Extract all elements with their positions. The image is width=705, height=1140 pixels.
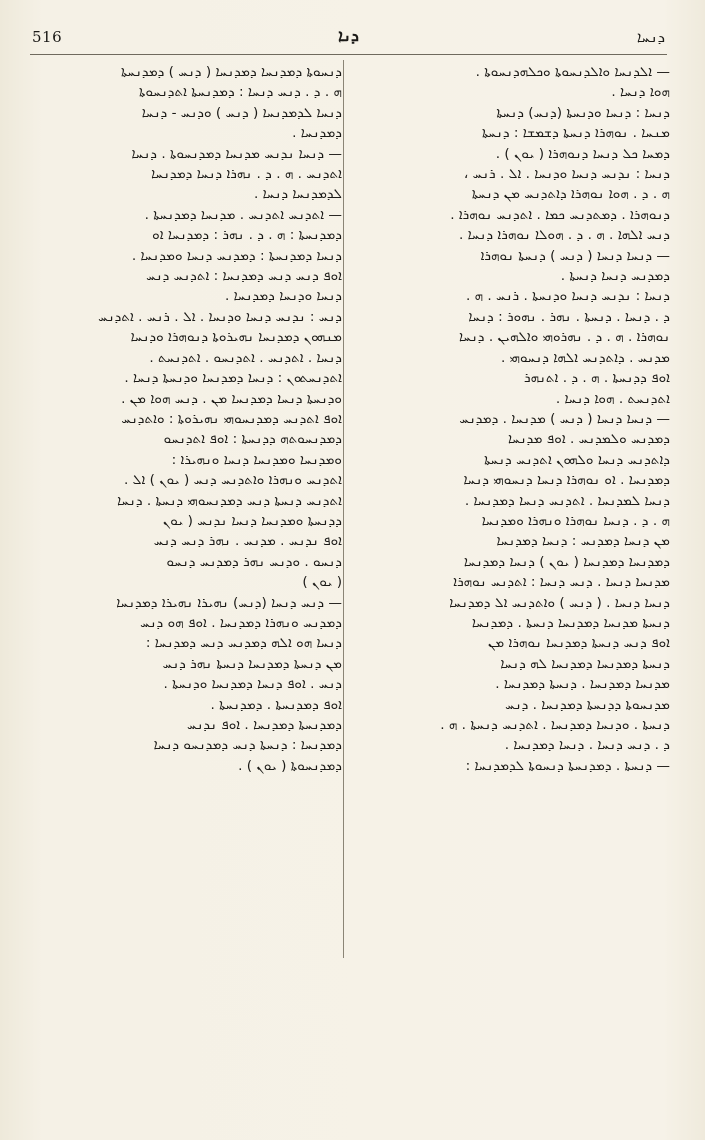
running-head: ܕܢܚܐ — [636, 28, 665, 46]
left-column-line: ܐܬܕܢܚ ܘܢܗܪܐ ܘܐܬܕܢܚ ܕܢܚ ( ܝܘܢ ) ܐܠ . — [123, 472, 342, 489]
left-column-line: ܕܢܚܐ ܕܡܕܢܚܬܐ : ܕܡܕܢܚ ܕܢܚܐ ܘܡܕܢܚܐ . — [131, 247, 342, 264]
left-column-line: ܐܬܕܢܚ ܕܢܚܬܐ ܕܢܚ ܕܡܕܢܚܘܗܝ ܕܢܚܬܐ . ܕܢܚܐ — [117, 492, 342, 509]
page-header — [32, 26, 665, 50]
right-column-line: ܐܬܕܢܚܬ . ܗܘܐ ܕܢܚܐ . — [555, 390, 670, 407]
right-column-line: ܡܕܢܚܐ ܕܢܚܐ . ܕܢܚ ܕܢܚܐ : ܐܬܕܢܚ ܢܘܗܪܐ — [453, 574, 670, 591]
left-column-line: ܕܡܕܢܚܐ . — [292, 125, 342, 142]
right-column-line: — ܕܢܚܬܐ . ܕܡܕܢܚܬܐ ܕܢܚܘܬܐ ܠܕܡܕܢܚܐ : — [465, 757, 670, 774]
right-column-line: ܗ . ܕ . ܗܘܐ ܢܘܗܪܐ ܕܐܬܕܢܚ ܡܢ ܕܢܚܬܐ — [471, 186, 670, 203]
left-column-line: ܗ . ܕ . ܕܢܚ ܕܢܚܐ : ܕܡܕܢܚܬܐ ܐܬܕܢܚܘܬܐ — [139, 84, 342, 101]
left-column-line: ܕܡܕܢܚ ܘܢܗܪܐ ܕܡܕܢܚܐ . ܐܘܦ ܗܘ ܕܢܚ — [140, 614, 342, 631]
column-divider — [343, 60, 344, 958]
right-column — [352, 62, 670, 962]
left-column-line: ܠܕܡܕܢܚܐ ܕܢܚܐ . — [254, 186, 342, 203]
left-column-line: ܐܘܦ ܕܢܚ ܕܢܚ ܕܡܕܢܚܐ : ܐܬܕܢܚ ܕܢܚ — [146, 268, 342, 285]
left-column-line: ܕܢܚ : ܢܕܢܚ ܕܢܚܐ ܘܕܢܚܐ . ܐܠ . ܪܢܚ . ܐܬܕܢܚ — [98, 308, 342, 325]
left-column-line: ܕܢܚܐ ܘܕܢܚܐ ܕܡܕܢܚܐ . — [225, 288, 342, 305]
right-column-line: ܕܢܚܬܐ ܕܡܕܢܚܐ ܕܡܕܢܚܐ ܠܗ ܕܢܚܐ — [500, 655, 670, 672]
right-column-line: ܕܡܕܢܚ ܕܢܚܐ ܕܢܚܬܐ . — [560, 268, 670, 285]
left-column — [24, 62, 342, 774]
left-column-line: ܕܢܚܐ . ܐܬܕܢܚ . ܐܬܕܢܚܘ . ܐܬܕܢܚܬ . — [149, 349, 342, 366]
right-column-line: ܡܢܚܐ . ܢܘܗܪܐ ܕܢܚܬܐ ܕܫܡܫܐ : ܕܢܚܬܐ — [481, 125, 670, 142]
page-number: 516 — [32, 28, 63, 46]
right-column-line: ܕܡܚܐ ܟܠ ܕܢܚܐ ܕܢܘܗܪܐ ( ܝܘܢ ) . — [495, 145, 670, 162]
right-column-line: ܕܡܕܢܚܐ . ܐܘ ܢܘܗܪܐ ܕܢܚܐ ܕܢܚܘܗܝ ܕܢܚܐ — [463, 472, 670, 489]
right-column-line: ܗܘܐ ܕܢܚܐ . — [611, 84, 670, 101]
right-column-line: — ܐܠܕܢܚܐ ܘܐܠܕܢܚܘܬܐ ܘܟܠܗܕܢܚܘܬܐ . — [475, 64, 670, 80]
left-column-line: ܕܢܚܘܬܐ ܕܡܕܢܚܐ ܕܡܕܢܚܐ ( ܕܢܚ ) ܕܡܕܢܚܬܐ — [121, 64, 342, 80]
left-column-line: ܕܢܚܐ ܠܕܡܕܢܚܐ ( ܕܢܚ ) ܘܕܢܚ - ܕܢܚܐ — [141, 104, 342, 121]
right-column-line: ܢܘܗܪܐ . ܗ . ܕ . ܢܗܪܘܗܝ ܘܐܠܗܝܢ . ܕܢܚܐ — [459, 329, 670, 346]
right-column-line: — ܕܢܚܐ ܕܢܚܐ ( ܕܢܚ ) ܡܕܢܚܐ . ܕܡܕܢܚ — [459, 410, 670, 427]
right-column-line: ܕܢܚܐ : ܢܕܢܚ ܕܢܚܐ ܘܕܢܚܬܐ . ܪܢܚ . ܗ . — [465, 288, 670, 305]
right-column-line: ܡܕܢܚܘܬܐ ܕܕܢܚܬܐ ܕܡܕܢܚܐ . ܕܢܚ — [505, 696, 670, 713]
right-column-line: ܕܢܚܬܐ . ܘܕܢܚܐ ܕܡܕܢܚܐ . ܐܬܕܢܚ ܕܢܚܬܐ . ܗ . — [440, 717, 670, 733]
right-column-line: ܐܘܦ ܕܕܢܚܬܐ . ܗ . ܕ . ܐܬܢܗܪ — [523, 370, 670, 387]
left-column-line: ܕܢܚܐ ܗܘ ܐܠܗ ܕܡܕܢܚ ܕܢܚ ܕܡܕܢܚܐ : — [145, 635, 342, 652]
left-column-line: ܕܡܕܢܚܐ : ܕܢܚܬܐ ܕܢܚ ܕܡܕܢܚܘ ܕܢܚܐ — [153, 737, 342, 754]
right-column-line: ܕܡܕܢܚ ܘܠܡܕܢܚ . ܐܘܦ ܡܕܢܚܐ — [507, 431, 670, 448]
right-column-line: ܡܕܢܚ . ܕܐܬܕܢܚ ܐܠܗܐ ܕܢܚܘܗܝ . — [500, 349, 670, 366]
left-column-line: ܕܢܚܘ . ܘܕܢܚ ܢܗܪ ܕܡܕܢܚ ܕܢܚܘ — [166, 553, 342, 570]
right-column-line: ܕܢܚܐ ܠܡܕܢܚܐ . ܐܬܕܢܚ ܕܢܚܐ ܕܡܕܢܚܐ . — [464, 492, 670, 509]
left-column-line: ܡܢܗܘܢ ܕܡܕܢܚܐ ܢܗܝܪܘܬܐ ܕܢܘܗܪܐ ܘܕܢܚܐ — [130, 329, 342, 346]
header-rule — [30, 54, 667, 55]
right-column-line: ܕܐܬܕܢܚ ܕܢܚܐ ܘܠܗܘܢ ܐܬܕܢܚ ܕܢܚܬܐ — [484, 451, 670, 468]
left-column-line: — ܕܢܚܐ ܢܕܢܚ ܡܕܢܚܐ ܕܡܕܢܚܘܬܐ . ܕܢܚܐ — [131, 145, 342, 162]
left-column-line: ܡܢ ܕܢܚܬܐ ܕܡܕܢܚܐ ܕܢܚܬܐ ܢܗܪ ܕܢܚ — [162, 655, 342, 672]
right-column-line: ܕ . ܕܢܚ ܕܢܚܐ . ܕܢܚܐ ܕܡܕܢܚܐ . — [504, 737, 670, 754]
left-column-line: — ܐܬܕܢܚ ܐܬܕܢܚ . ܡܕܢܚܐ ܕܡܕܢܚܬܐ . — [144, 206, 342, 223]
right-column-line: ܐܘܦ ܕܢܚ ܕܢܚܬܐ ܕܡܕܢܚܐ ܢܘܗܪܐ ܡܢ — [487, 635, 670, 652]
right-column-line: ܕܢܚܐ : ܕܢܚܐ ܘܕܢܚܬܐ (ܕܢܚ) ܕܢܚܬܐ — [496, 104, 670, 121]
left-column-line: ܘܡܕܢܚܐ ܘܡܕܢܚܐ ܕܢܚܐ ܘܢܗܝܪܐ : — [171, 451, 342, 468]
right-column-line: ܕܢܘܗܪܐ . ܕܡܬܕܢܚ ܟܡܐ . ܐܬܕܢܚ ܢܘܗܪܐ . — [450, 206, 670, 223]
right-column-line: ܕܢܚ ܐܠܗܐ . ܗ . ܕ . ܗܘܠܐ ܢܘܗܪܐ ܕܢܚܐ . — [458, 227, 670, 244]
right-column-line: ܕܢܚܐ : ܢܕܢܚ ܕܢܚܐ ܘܕܢܚܐ . ܐܠ . ܪܢܚ ، — [463, 166, 670, 183]
right-column-line: ܡܕܢܚܐ ܕܡܕܢܚܐ . ܕܢܚܬܐ ܕܡܕܢܚܐ . — [495, 676, 670, 693]
right-column-line: ܕܢܚܐ ܕܢܚܐ . ( ܕܢܚ ) ܘܐܬܕܢܚ ܐܠ ܕܡܕܢܚܐ — [449, 594, 670, 611]
left-column-line: ܐܬܕܢܚܬܘܢ : ܕܢܚܐ ܕܡܕܢܚܐ ܘܕܢܚܬܐ ܕܢܚܐ . — [124, 370, 342, 387]
left-column-line: ܕܕܢܚܬܐ ܘܡܕܢܚܐ ܕܢܚܐ ܢܕܢܚ ( ܝܘܢ — [162, 512, 342, 529]
left-column-line: ܕܢܚ . ܐܘܦ ܕܢܚܐ ܕܡܕܢܚܐ ܘܕܢܚܬܐ . — [163, 676, 342, 693]
left-column-line: — ܕܢܚ ܕܢܚܐ (ܕܢܚ) ܢܗܝܪܐ ܢܗܝܪܐ ܕܡܕܢܚܐ — [116, 594, 342, 611]
left-column-line: ܘܕܢܚܬܐ ܕܢܚܐ ܕܡܕܢܚܐ ܡܢ . ܕܢܚ ܗܘܐ ܡܢ . — [121, 390, 342, 407]
left-column-line: ( ܝܘܢ ) — [302, 574, 342, 591]
page-headword: ܕܢܐ — [338, 26, 359, 45]
right-column-line: ܗ . ܕ . ܕܢܚܐ ܢܘܗܪܐ ܘܢܗܪܐ ܘܡܕܢܚܐ — [481, 512, 670, 529]
left-column-line: ܐܘܦ ܢܕܢܚ . ܡܕܢܚ . ܢܗܪ ܕܢܚ ܕܢܚ — [153, 533, 342, 550]
left-column-line: ܐܘܦ ܕܡܕܢܚܬܐ . ܕܡܕܢܚܬܐ . — [210, 696, 342, 713]
left-column-line: ܕܡܕܢܚܘܬܐ ( ܝܘܢ ) . — [238, 757, 342, 774]
left-column-line: ܕܡܕܢܚܘܬܗ ܕܕܢܚܬܐ : ܐܘܦ ܐܬܕܢܚܘ — [163, 431, 342, 448]
right-column-line: ܕܢܚܬܐ ܡܕܢܚܐ ܕܡܕܢܚܐ ܕܢܚܬܐ . ܕܡܕܢܚܐ — [471, 614, 670, 631]
left-column-line: ܐܬܕܢܚ . ܗ . ܕ . ܢܗܪܐ ܕܢܚܐ ܕܡܕܢܚܐ — [151, 166, 342, 183]
right-column-line: ܕ . ܕܢܚܐ . ܕܢܚܬܐ . ܢܗܪ . ܢܗܘܪ : ܕܢܚܐ — [468, 308, 670, 325]
left-column-line: ܕܡܕܢܚܬܐ : ܗ . ܕ . ܢܗܪ : ܕܡܕܢܚܐ ܐܘ — [152, 227, 342, 244]
left-column-line: ܕܡܕܢܚܬܐ ܕܡܕܢܚܐ . ܐܘܦ ܢܕܢܚ — [186, 717, 342, 733]
right-column-line: ܕܡܕܢܚܐ ܕܡܕܢܚܐ ( ܝܘܢ ) ܕܢܚܐ ܕܡܕܢܚܐ — [463, 553, 670, 570]
right-column-line: — ܕܢܚܐ ܕܢܚܐ ( ܕܢܚ ) ܕܢܚܬܐ ܢܘܗܪܐ — [480, 247, 670, 264]
right-column-line: ܡܢ ܕܢܚܐ ܕܡܕܢܚ : ܕܢܚܐ ܕܡܕܢܚܐ — [496, 533, 670, 550]
left-column-line: ܐܘܦ ܐܬܕܢܚ ܕܡܕܢܚܘܗܝ ܢܗܝܪܘܬܐ : ܘܐܬܕܢܚ — [121, 410, 342, 427]
